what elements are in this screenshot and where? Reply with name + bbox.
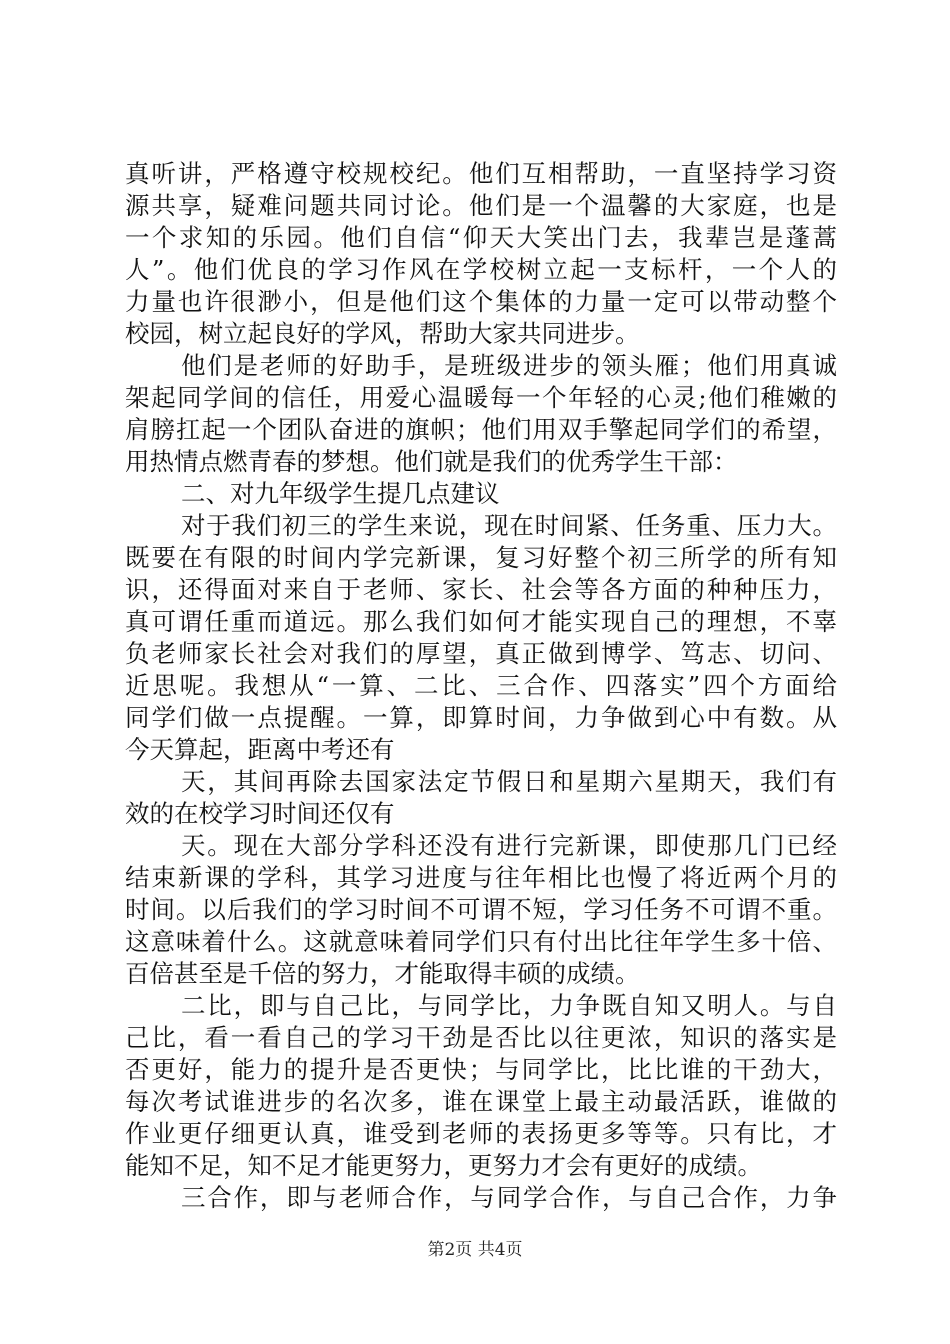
text-line: 架起同学间的信任，用爱心温暖每一个年轻的心灵;他们稚嫩的 (125, 383, 837, 412)
text-line: 这意味着什么。这就意味着同学们只有付出比往年学生多十倍、 (125, 927, 837, 956)
text-line: 真可谓任重而道远。那么我们如何才能实现自己的理想，不辜 (125, 607, 837, 636)
text-line: 每次考试谁进步的名次多，谁在课堂上最主动最活跃，谁做的 (125, 1087, 837, 1116)
text-line: 人”。他们优良的学习作风在学校树立起一支标杆，一个人的 (125, 255, 837, 284)
body-text (125, 158, 837, 1214)
text-line: 天。现在大部分学科还没有进行完新课，即使那几门已经 (181, 831, 837, 860)
text-line: 真听讲，严格遵守校规校纪。他们互相帮助，一直坚持学习资 (125, 159, 837, 188)
text-line: 能知不足，知不足才能更努力，更努力才会有更好的成绩。 (125, 1151, 762, 1180)
text-line: 天，其间再除去国家法定节假日和星期六星期天，我们有 (181, 767, 837, 796)
text-line: 时间。以后我们的学习时间不可谓不短，学习任务不可谓不重。 (125, 895, 837, 924)
text-line: 三合作，即与老师合作，与同学合作，与自己合作，力争 (181, 1183, 837, 1212)
text-line: 用热情点燃青春的梦想。他们就是我们的优秀学生干部： (125, 447, 738, 476)
text-line: 校园，树立起良好的学风，帮助大家共同进步。 (125, 319, 640, 348)
text-line: 识，还得面对来自于老师、家长、社会等各方面的种种压力， (125, 575, 837, 604)
page-footer: 第2页 共4页 (427, 1240, 523, 1260)
text-line: 否更好，能力的提升是否更快；与同学比，比比谁的干劲大， (125, 1055, 837, 1084)
text-line: 力量也许很渺小，但是他们这个集体的力量一定可以带动整个 (125, 287, 837, 316)
text-line: 负老师家长社会对我们的厚望，真正做到博学、笃志、切问、 (125, 639, 837, 668)
text-line: 作业更仔细更认真，谁受到老师的表扬更多等等。只有比，才 (125, 1119, 837, 1148)
text-line: 源共享，疑难问题共同讨论。他们是一个温馨的大家庭，也是 (125, 191, 837, 220)
text-line: 今天算起，距离中考还有 (125, 735, 395, 764)
text-line: 既要在有限的时间内学完新课，复习好整个初三所学的所有知 (125, 543, 837, 572)
text-line: 近思呢。我想从“一算、二比、三合作、四落实”四个方面给 (125, 671, 837, 700)
text-line: 一个求知的乐园。他们自信“仰天大笑出门去，我辈岂是蓬蒿 (125, 223, 837, 252)
text-line: 对于我们初三的学生来说，现在时间紧、任务重、压力大。 (181, 511, 837, 540)
text-line: 效的在校学习时间还仅有 (125, 799, 395, 828)
text-line: 同学们做一点提醒。一算，即算时间，力争做到心中有数。从 (125, 703, 837, 732)
text-line: 肩膀扛起一个团队奋进的旗帜；他们用双手擎起同学们的希望， (125, 415, 837, 444)
text-line: 百倍甚至是千倍的努力，才能取得丰硕的成绩。 (125, 959, 640, 988)
text-line: 结束新课的学科，其学习进度与往年相比也慢了将近两个月的 (125, 863, 837, 892)
section-heading: 二、对九年级学生提几点建议 (181, 479, 500, 508)
text-line: 他们是老师的好助手，是班级进步的领头雁；他们用真诚 (181, 351, 837, 380)
text-line: 己比，看一看自己的学习干劲是否比以往更浓，知识的落实是 (125, 1023, 837, 1052)
text-line: 二比，即与自己比，与同学比，力争既自知又明人。与自 (181, 991, 837, 1020)
